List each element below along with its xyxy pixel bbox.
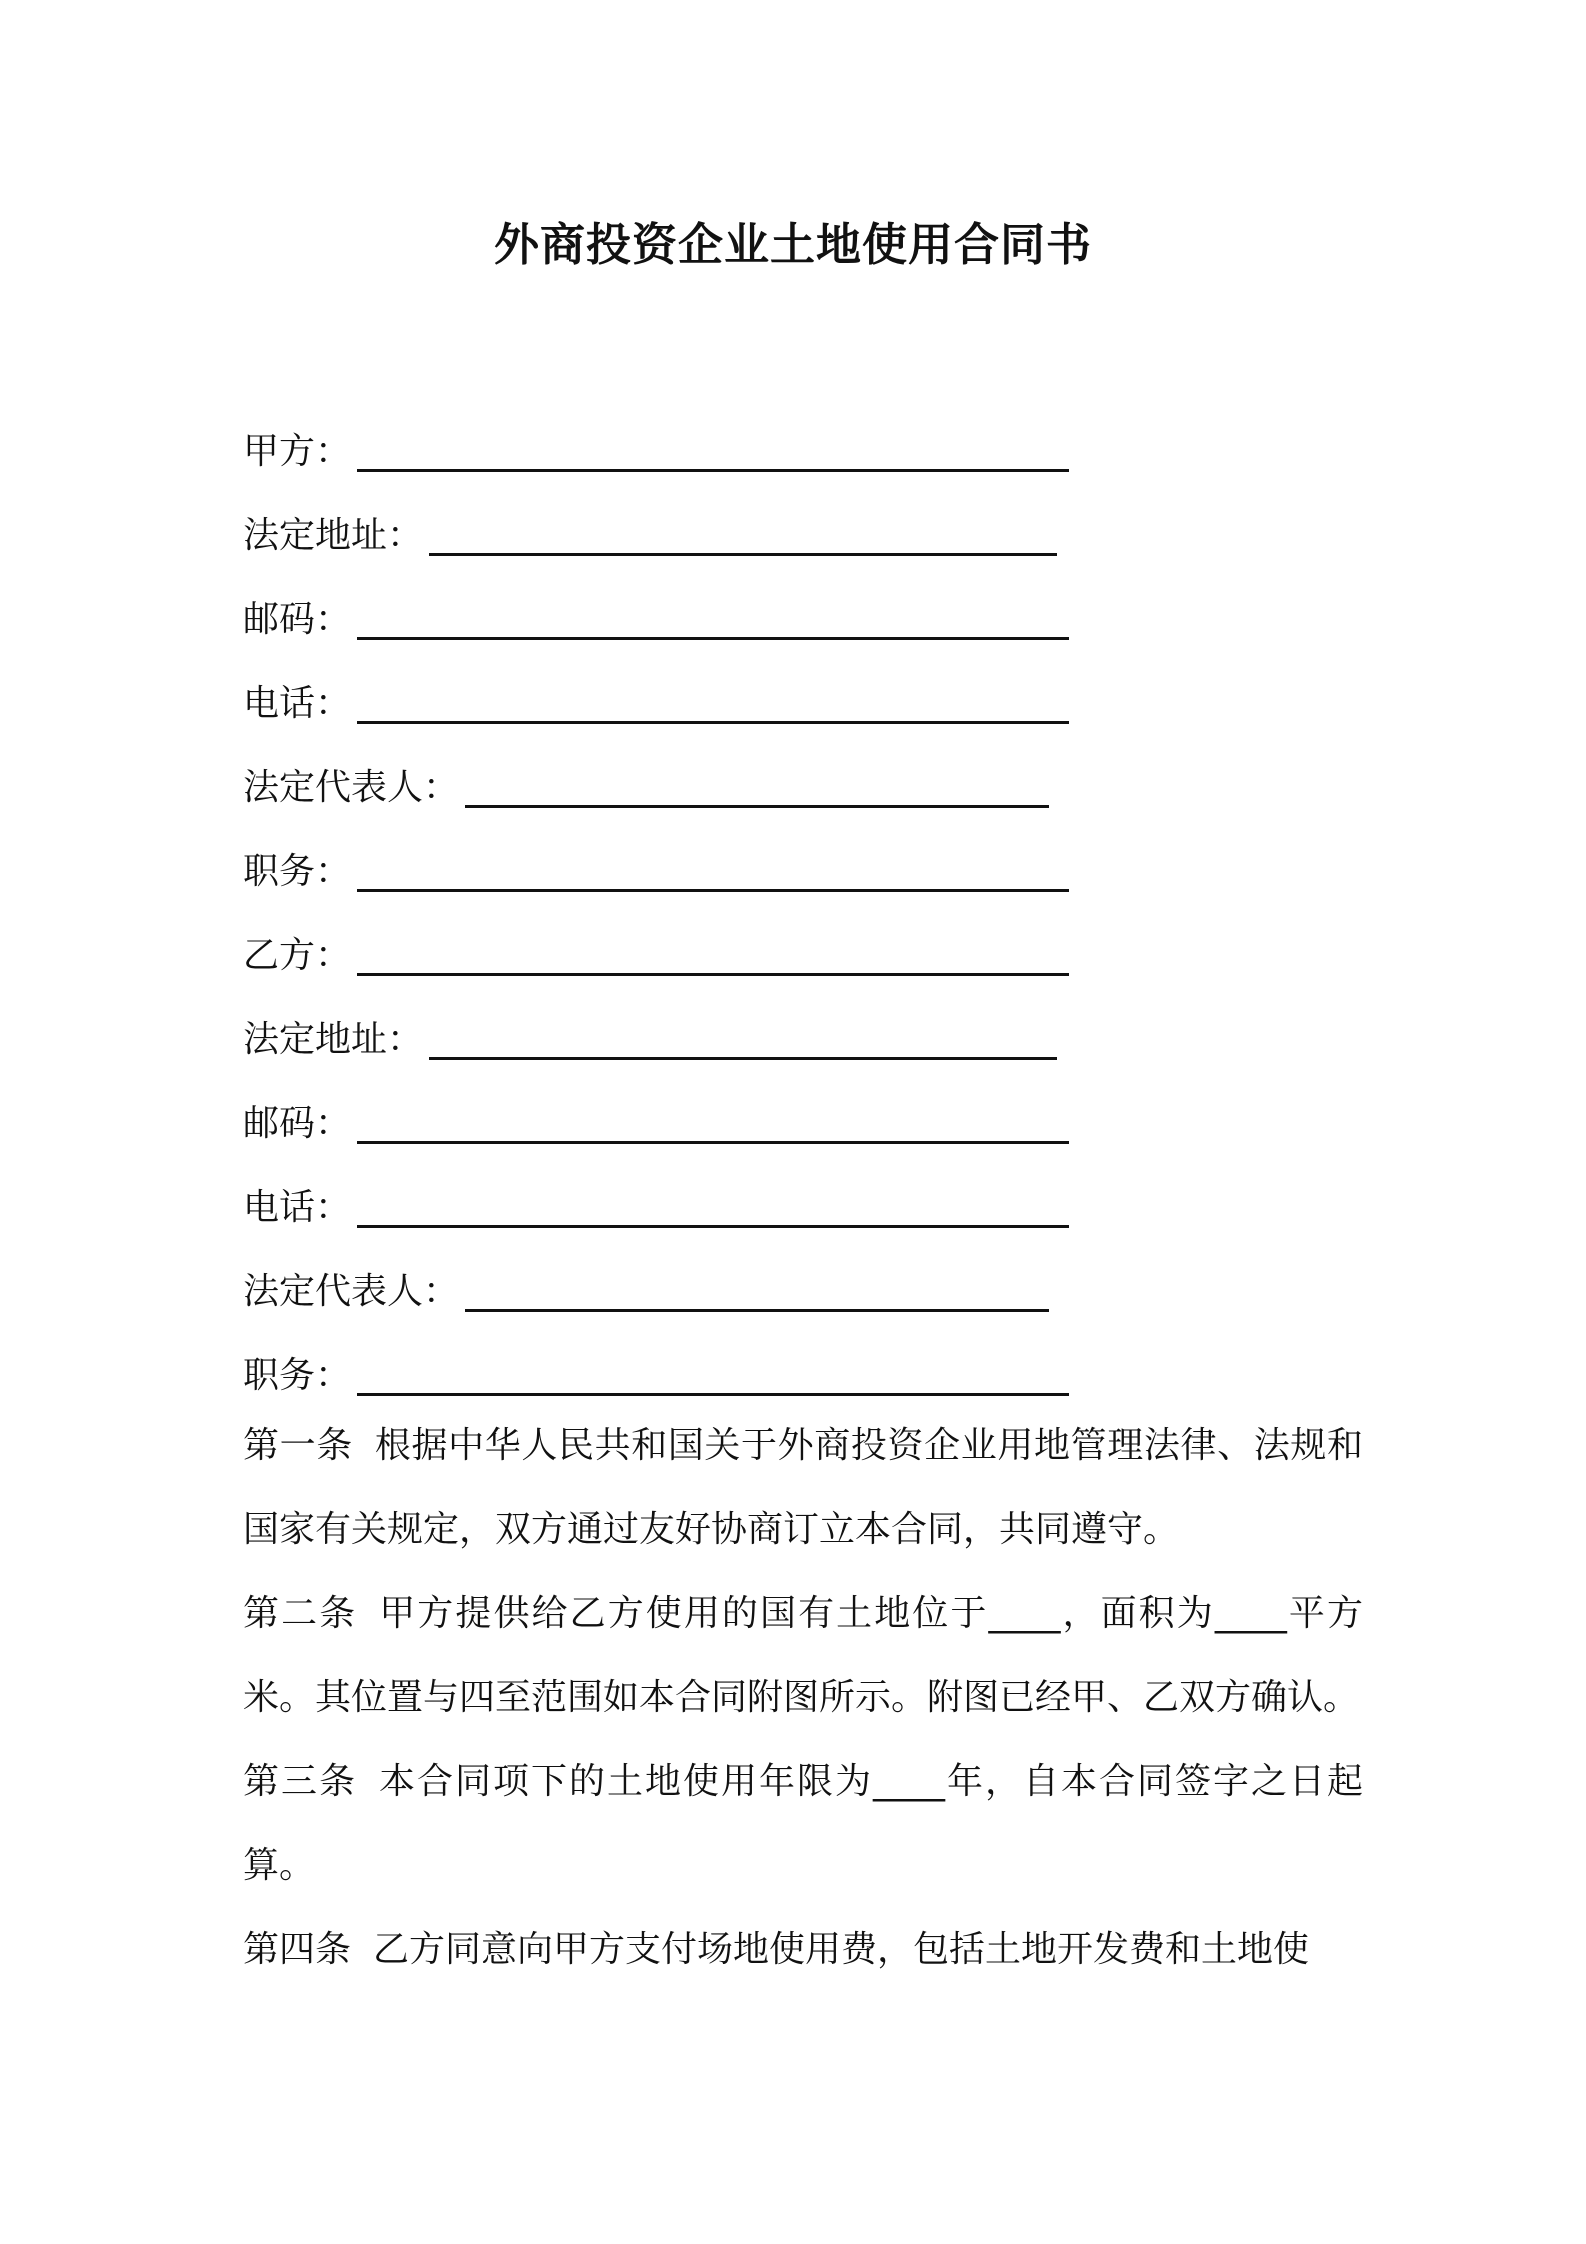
field-label: 甲方： bbox=[243, 431, 352, 472]
clause-1 bbox=[243, 1404, 1363, 1572]
clause-4 bbox=[243, 1908, 1363, 1992]
party-a-representative-field bbox=[243, 746, 1363, 830]
field-label: 邮码： bbox=[243, 599, 352, 640]
field-label: 职务： bbox=[243, 1355, 352, 1396]
fill-in-blank bbox=[465, 1287, 1049, 1312]
clause-text: 甲方提供给乙方使用的国有土地位于____，面积为____平方米。其位置与四至范围如本合同附图所示。附图已经甲、乙双方确认。 bbox=[243, 1593, 1363, 1718]
fill-in-blank bbox=[357, 615, 1069, 640]
fill-in-blank bbox=[357, 1119, 1069, 1144]
party-a-name-field bbox=[243, 410, 1363, 494]
fill-in-blank bbox=[357, 1203, 1069, 1228]
clause-number: 第二条 bbox=[243, 1593, 358, 1634]
clause-text: 根据中华人民共和国关于外商投资企业用地管理法律、法规和国家有关规定，双方通过友好协商订立本合同，共同遵守。 bbox=[243, 1425, 1363, 1550]
field-label: 职务： bbox=[243, 851, 352, 892]
party-b-address-field bbox=[243, 998, 1363, 1082]
contract-clauses bbox=[243, 1404, 1363, 1992]
field-label: 邮码： bbox=[243, 1103, 352, 1144]
document-title: 外商投资企业土地使用合同书 bbox=[493, 218, 1092, 271]
fill-in-blank bbox=[357, 699, 1069, 724]
party-a-position-field bbox=[243, 830, 1363, 914]
field-label: 法定地址： bbox=[243, 1019, 424, 1060]
field-label: 法定代表人： bbox=[243, 767, 460, 808]
party-a-postcode-field bbox=[243, 578, 1363, 662]
clause-2 bbox=[243, 1572, 1363, 1740]
clause-text: 本合同项下的土地使用年限为____年，自本合同签字之日起算。 bbox=[243, 1761, 1363, 1886]
party-b-representative-field bbox=[243, 1250, 1363, 1334]
field-label: 电话： bbox=[243, 683, 352, 724]
fill-in-blank bbox=[357, 1371, 1069, 1396]
field-label: 法定地址： bbox=[243, 515, 424, 556]
field-label: 法定代表人： bbox=[243, 1271, 460, 1312]
party-fields bbox=[243, 410, 1363, 1418]
party-a-address-field bbox=[243, 494, 1363, 578]
fill-in-blank bbox=[357, 867, 1069, 892]
clause-text: 乙方同意向甲方支付场地使用费，包括土地开发费和土地使 bbox=[373, 1929, 1310, 1970]
fill-in-blank bbox=[429, 531, 1057, 556]
clause-3 bbox=[243, 1740, 1363, 1908]
party-b-name-field bbox=[243, 914, 1363, 998]
fill-in-blank bbox=[357, 447, 1069, 472]
party-a-phone-field bbox=[243, 662, 1363, 746]
field-label: 乙方： bbox=[243, 935, 352, 976]
clause-number: 第一条 bbox=[243, 1425, 353, 1466]
party-b-phone-field bbox=[243, 1166, 1363, 1250]
field-label: 电话： bbox=[243, 1187, 352, 1228]
clause-number: 第三条 bbox=[243, 1761, 357, 1802]
fill-in-blank bbox=[465, 783, 1049, 808]
clause-number: 第四条 bbox=[243, 1929, 352, 1970]
fill-in-blank bbox=[357, 951, 1069, 976]
fill-in-blank bbox=[429, 1035, 1057, 1060]
party-b-postcode-field bbox=[243, 1082, 1363, 1166]
